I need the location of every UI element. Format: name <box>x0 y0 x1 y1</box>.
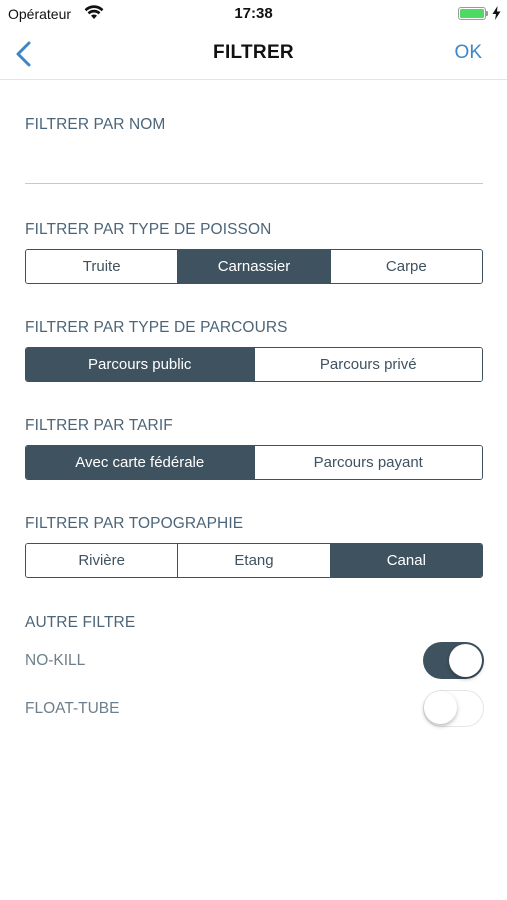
name-filter-input[interactable] <box>25 146 483 184</box>
toggle-knob <box>449 644 482 677</box>
segment-carnassier[interactable]: Carnassier <box>177 250 329 283</box>
segment-truite[interactable]: Truite <box>26 250 177 283</box>
ok-button[interactable]: OK <box>454 42 482 63</box>
segment-parcours-public[interactable]: Parcours public <box>26 348 254 381</box>
price-filter-label: FILTRER PAR TARIF <box>25 417 173 434</box>
price-segmented-control <box>25 445 483 480</box>
no-kill-label: NO-KILL <box>25 652 86 669</box>
route-type-filter-label: FILTRER PAR TYPE DE PARCOURS <box>25 319 288 336</box>
float-tube-label: FLOAT-TUBE <box>25 700 120 717</box>
page-title: FILTRER <box>213 42 294 63</box>
battery-tip <box>486 11 488 16</box>
status-time: 17:38 <box>234 5 273 22</box>
segment-riviere[interactable]: Rivière <box>26 544 177 577</box>
status-bar <box>0 0 507 28</box>
battery-icon <box>458 7 486 20</box>
segment-carte-federale[interactable]: Avec carte fédérale <box>26 446 254 479</box>
segment-parcours-payant[interactable]: Parcours payant <box>254 446 483 479</box>
segment-parcours-prive[interactable]: Parcours privé <box>254 348 483 381</box>
route-type-segmented-control <box>25 347 483 382</box>
segment-carpe[interactable]: Carpe <box>330 250 482 283</box>
segment-etang[interactable]: Etang <box>177 544 329 577</box>
other-filter-label: AUTRE FILTRE <box>25 614 136 631</box>
charging-bolt-icon <box>492 6 501 25</box>
toggle-knob <box>424 691 457 724</box>
carrier-name: Opérateur <box>8 6 72 22</box>
no-kill-toggle[interactable] <box>423 642 484 679</box>
topography-filter-label: FILTRER PAR TOPOGRAPHIE <box>25 515 244 532</box>
name-filter-label: FILTRER PAR NOM <box>25 116 166 133</box>
topography-segmented-control <box>25 543 483 578</box>
navigation-bar <box>0 28 507 80</box>
segment-canal[interactable]: Canal <box>330 544 482 577</box>
fish-type-filter-label: FILTRER PAR TYPE DE POISSON <box>25 221 272 238</box>
fish-type-segmented-control <box>25 249 483 284</box>
float-tube-toggle[interactable] <box>423 690 484 727</box>
